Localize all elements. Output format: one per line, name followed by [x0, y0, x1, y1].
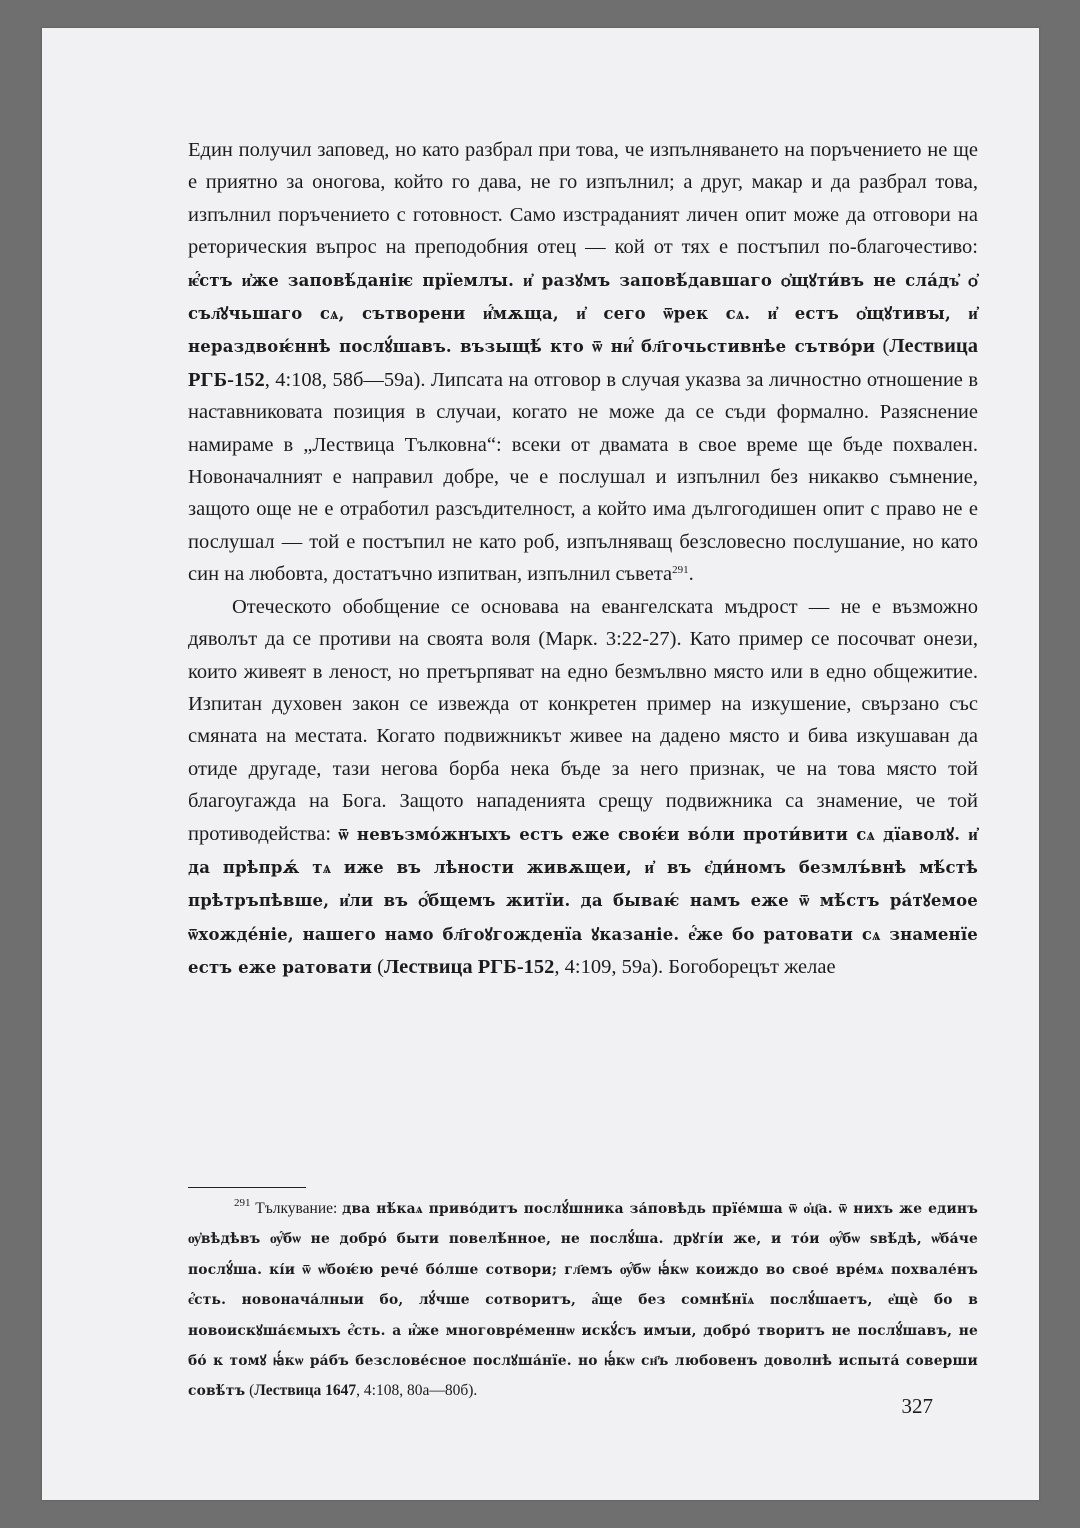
source-reference-2: Лествица РГБ-152	[384, 956, 555, 979]
source-reference-1: Лествица РГБ-152	[188, 335, 978, 391]
book-page	[42, 28, 1039, 1500]
paragraph-1-text-a: Един получил заповед, но като разбрал при това, че изпълняването на поръчението не ще е приятно за оногова, който го дава, не го изпълнил; а друг, макар и да разбрал това, изпълнил поръчението с готовност. Само изстраданият личен опит може да отговори на реторическия въпрос на преподобния отец — кой от тях е постъпил по-благочестиво:	[188, 139, 978, 259]
footnote-church-slavonic-quote: два нѣ́каѧ приво́дитъ послꙋ́шника за́повѣдь прїе́мша ѿ о҆ц҃а. ѿ нихъ же единъ ѹ҆вѣдѣвъ ѹ҆́бѡ не добро́ быти повелѣ́нное, не послꙋ́ша. дрꙋгі́и же, и то́и ѹ҆́бѡ ѕвѣ́дѣ, ѡ҆ба́че послꙋ́ша. кі́и ѿ ѡ҆боѥ́ю рече́ бо́лше сотвори; гл҃емъ ѹ҆́бѡ ꙗ҆́кѡ коиждо во свое́ вре́мѧ похвале́нъ є҆́сть. новонача́лныи бо, лꙋ́чше сотворитъ, а҆́ще без сомнѣ́нїѧ послꙋ́шаетъ, е҆щѐ бо в новоискꙋша́ємыхъ є҆́сть. а и҆́же многовре́меннѡ искꙋ́съ имꙑи, добро́ творитъ не послꙋ́шавъ, не бо́ к томꙋ ꙗ҆́кѡ ра́бъ безслове́сное послꙋша́нїе. но ꙗ҆́кѡ сн҃ъ любовенъ доволнѣ испыта́ соверши совѣ́тъ	[188, 1201, 978, 1400]
paragraph-1-text-c: , 4:108, 58б—59а). Липсата на отговор в случая указва за личностно отношение в наставниковата позиция в случаи, когато не може да се съди формално. Разяснение намираме в „Лествица Тълковна“: всеки от двамата в свое време ще бъде похвален. Новоначалният е направил добре, че е послушал и изпълнил без никакво съмнение, защото още не е отработил разсъдителност, а който има дългогодишен опит с право не е послушал — той е постъпил не като роб, изпълняващ безсловесно послушание, но като син на любовта, достатъчно изпитван, изпълнил съвета	[188, 368, 978, 586]
paragraph-1-text-b: (	[875, 335, 890, 358]
footnote-number: 291	[234, 1197, 251, 1209]
footnote-separator	[188, 1187, 306, 1188]
footnote-text-a: Тълкувание:	[250, 1200, 343, 1217]
footnote-text-b: (	[245, 1382, 255, 1400]
paragraph-2-text-c: , 4:109, 59а). Богоборецът желае	[554, 956, 836, 979]
footnote-291	[188, 1194, 978, 1407]
paragraph-1	[188, 134, 978, 591]
paragraph-2	[188, 591, 978, 985]
footnote-marker-291[interactable]: 291	[672, 564, 689, 577]
paragraph-2-text-a: Отеческото обобщение се основава на евангелската мъдрост — не е възможно дяволът да се противи на своята воля (Марк. 3:22-27). Като пример се посочват онези, които живеят в леност, но претърпяват на едно безмълвно място или в едно общежитие. Изпитан духовен закон се извежда от конкретен пример на изкушение, свързано със смяната на местата. Когато подвижникът живее на дадено място и бива изкушаван да отиде другаде, тази негова борба нека бъде за него признак, че на това място той благоугажда на Бога. Защото нападенията срещу подвижника са знамение, че той противодейства:	[188, 595, 978, 845]
paragraph-2-text-b: (	[372, 956, 384, 979]
church-slavonic-quote-2: ѿ невъзмо́жнꙑхъ естъ еже своѥ́и во́ли проти́вити сѧ дїаволꙋ. и҆ да прѣпрѫ́ тѧ иже въ лѣности живѫщеи, и҆ въ є҆ди́номъ безмлъ́внѣ мѣ́стѣ прѣтръпѣвше, и҆ли въ ѻ҆́бщемъ житїи. да бываѥ́ намъ еже ѿ мѣ́стъ ра́тꙋемое ѿхожде́ніе, нашего намо бл҃гоꙋгожденїа ꙋказаніе. е҆́же бо ратовати сѧ знаменїе естъ еже ратовати	[188, 824, 978, 978]
footnote-text-c: , 4:108, 80а—80б).	[356, 1382, 478, 1400]
footnote-source-reference: Лествица 1647	[254, 1382, 357, 1400]
church-slavonic-quote-1: ѥ҆́стъ и҆же заповѣ́даніѥ прїемлꙑ. и҆ разꙋмъ заповѣ́давшаго ѻ҆щꙋти́въ не сла́дъ҆ ѻ҆ съл҄ꙋчьшаго сѧ, сътворени и҆́мѫща, и҆ сего ѿрек сѧ. и҆ естъ ѻ҆щꙋтивꙑ, и҆ нераздвоѥ́ннѣ послꙋ́шавъ. възыщѣ́ кто ѿ ни҆́ бл҃гочьстивнѣе сътво́ри	[188, 270, 978, 357]
main-text	[188, 134, 978, 985]
page-number: 327	[901, 1394, 933, 1418]
paragraph-1-text-d: .	[688, 563, 694, 586]
